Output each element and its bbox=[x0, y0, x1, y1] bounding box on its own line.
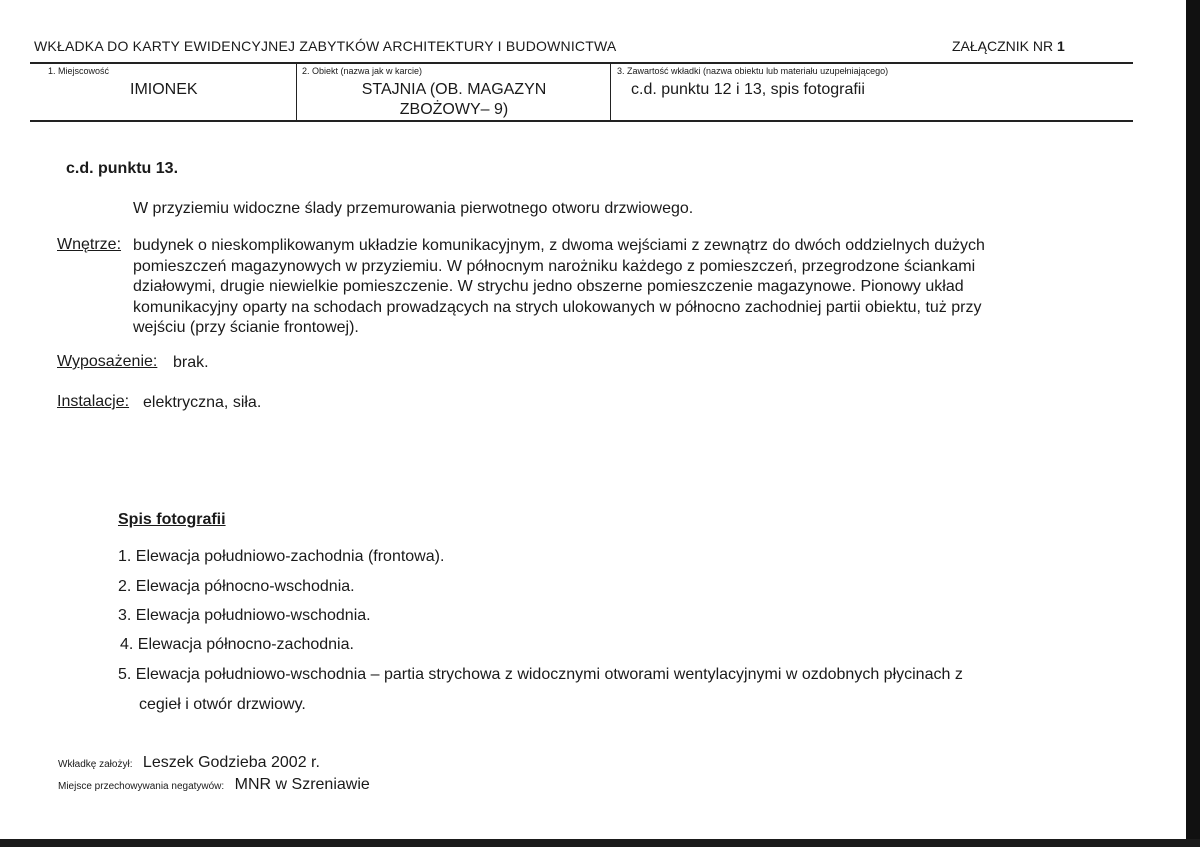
installations-label: Instalacje: bbox=[57, 393, 130, 410]
installations-value: elektryczna, siła. bbox=[143, 394, 262, 411]
document-title: WKŁADKA DO KARTY EWIDENCYJNEJ ZABYTKÓW ARCHITEKTURY I BUDOWNICTWA bbox=[34, 38, 617, 54]
photo-list-heading: Spis fotografii bbox=[118, 511, 226, 528]
author-value: Leszek Godzieba 2002 r. bbox=[142, 754, 320, 771]
interior-label: Wnętrze: bbox=[57, 236, 122, 253]
field-value-line: ZBOŻOWY– 9) bbox=[399, 101, 509, 118]
intro-paragraph: W przyziemiu widoczne ślady przemurowania pierwotnego otworu drzwiowego. bbox=[133, 200, 694, 217]
field-label: 2. Obiekt (nazwa jak w karcie) bbox=[302, 66, 423, 76]
field-label: 1. Miejscowość bbox=[48, 66, 110, 76]
storage-value: MNR w Szreniawie bbox=[234, 776, 370, 793]
field-value bbox=[297, 80, 611, 120]
field-value-line: STAJNIA (OB. MAGAZYN bbox=[361, 81, 547, 98]
attachment-label: ZAŁĄCZNIK NR bbox=[952, 38, 1054, 54]
field-value: IMIONEK bbox=[130, 81, 198, 98]
photo-list-item: 5. Elewacja południowo-wschodnia – partia strychowa z widocznymi otworami wentylacyjnymi w ozdobnych płycinach z bbox=[118, 666, 963, 683]
equipment-value: brak. bbox=[173, 354, 209, 371]
interior-line: komunikacyjny oparty na schodach prowadzących na strych ulokowanych w północno zachodniej partii obiektu, tuż przy bbox=[133, 298, 982, 316]
author-line bbox=[58, 754, 320, 772]
interior-line: działowymi, drugie niewielkie pomieszczenie. W strychu jedno obszerne pomieszczenie magazynowe. Pionowy układ bbox=[133, 278, 964, 295]
interior-line: pomieszczeń magazynowych w przyziemiu. W północnym narożniku każdego z pomieszczeń, przegrodzone ściankami bbox=[133, 257, 976, 275]
interior-line: wejściu (przy ścianie frontowej). bbox=[133, 319, 359, 336]
storage-label: Miejsce przechowywania negatywów: bbox=[58, 781, 225, 792]
photo-list-item: 2. Elewacja północno-wschodnia. bbox=[118, 578, 355, 595]
attachment-number-value: 1 bbox=[1057, 38, 1065, 54]
field-contents bbox=[610, 64, 1134, 120]
storage-line bbox=[58, 776, 370, 794]
field-label: 3. Zawartość wkładki (nazwa obiektu lub materiału uzupełniającego) bbox=[617, 66, 889, 76]
section-heading: c.d. punktu 13. bbox=[66, 160, 179, 177]
photo-list-item: 4. Elewacja północno-zachodnia. bbox=[120, 636, 354, 653]
photo-list-item: 3. Elewacja południowo-wschodnia. bbox=[118, 607, 371, 624]
author-label: Wkładkę założył: bbox=[58, 759, 133, 770]
field-object bbox=[296, 64, 611, 120]
attachment-number bbox=[952, 38, 1065, 54]
photo-list-item: 1. Elewacja południowo-zachodnia (frontowa). bbox=[118, 548, 445, 565]
interior-line: budynek o nieskomplikowanym układzie komunikacyjnym, z dwoma wejściami z zewnątrz do dwóch oddzielnych dużych bbox=[133, 237, 985, 254]
interior-paragraph bbox=[133, 236, 1053, 339]
scan-edge-right bbox=[1186, 0, 1200, 847]
equipment-label: Wyposażenie: bbox=[57, 353, 158, 370]
photo-list-item-continuation: cegieł i otwór drzwiowy. bbox=[139, 696, 306, 713]
field-locality bbox=[30, 64, 296, 120]
scan-edge-bottom bbox=[0, 839, 1200, 847]
header-fields-table bbox=[30, 62, 1133, 122]
field-value: c.d. punktu 12 i 13, spis fotografii bbox=[631, 81, 865, 98]
